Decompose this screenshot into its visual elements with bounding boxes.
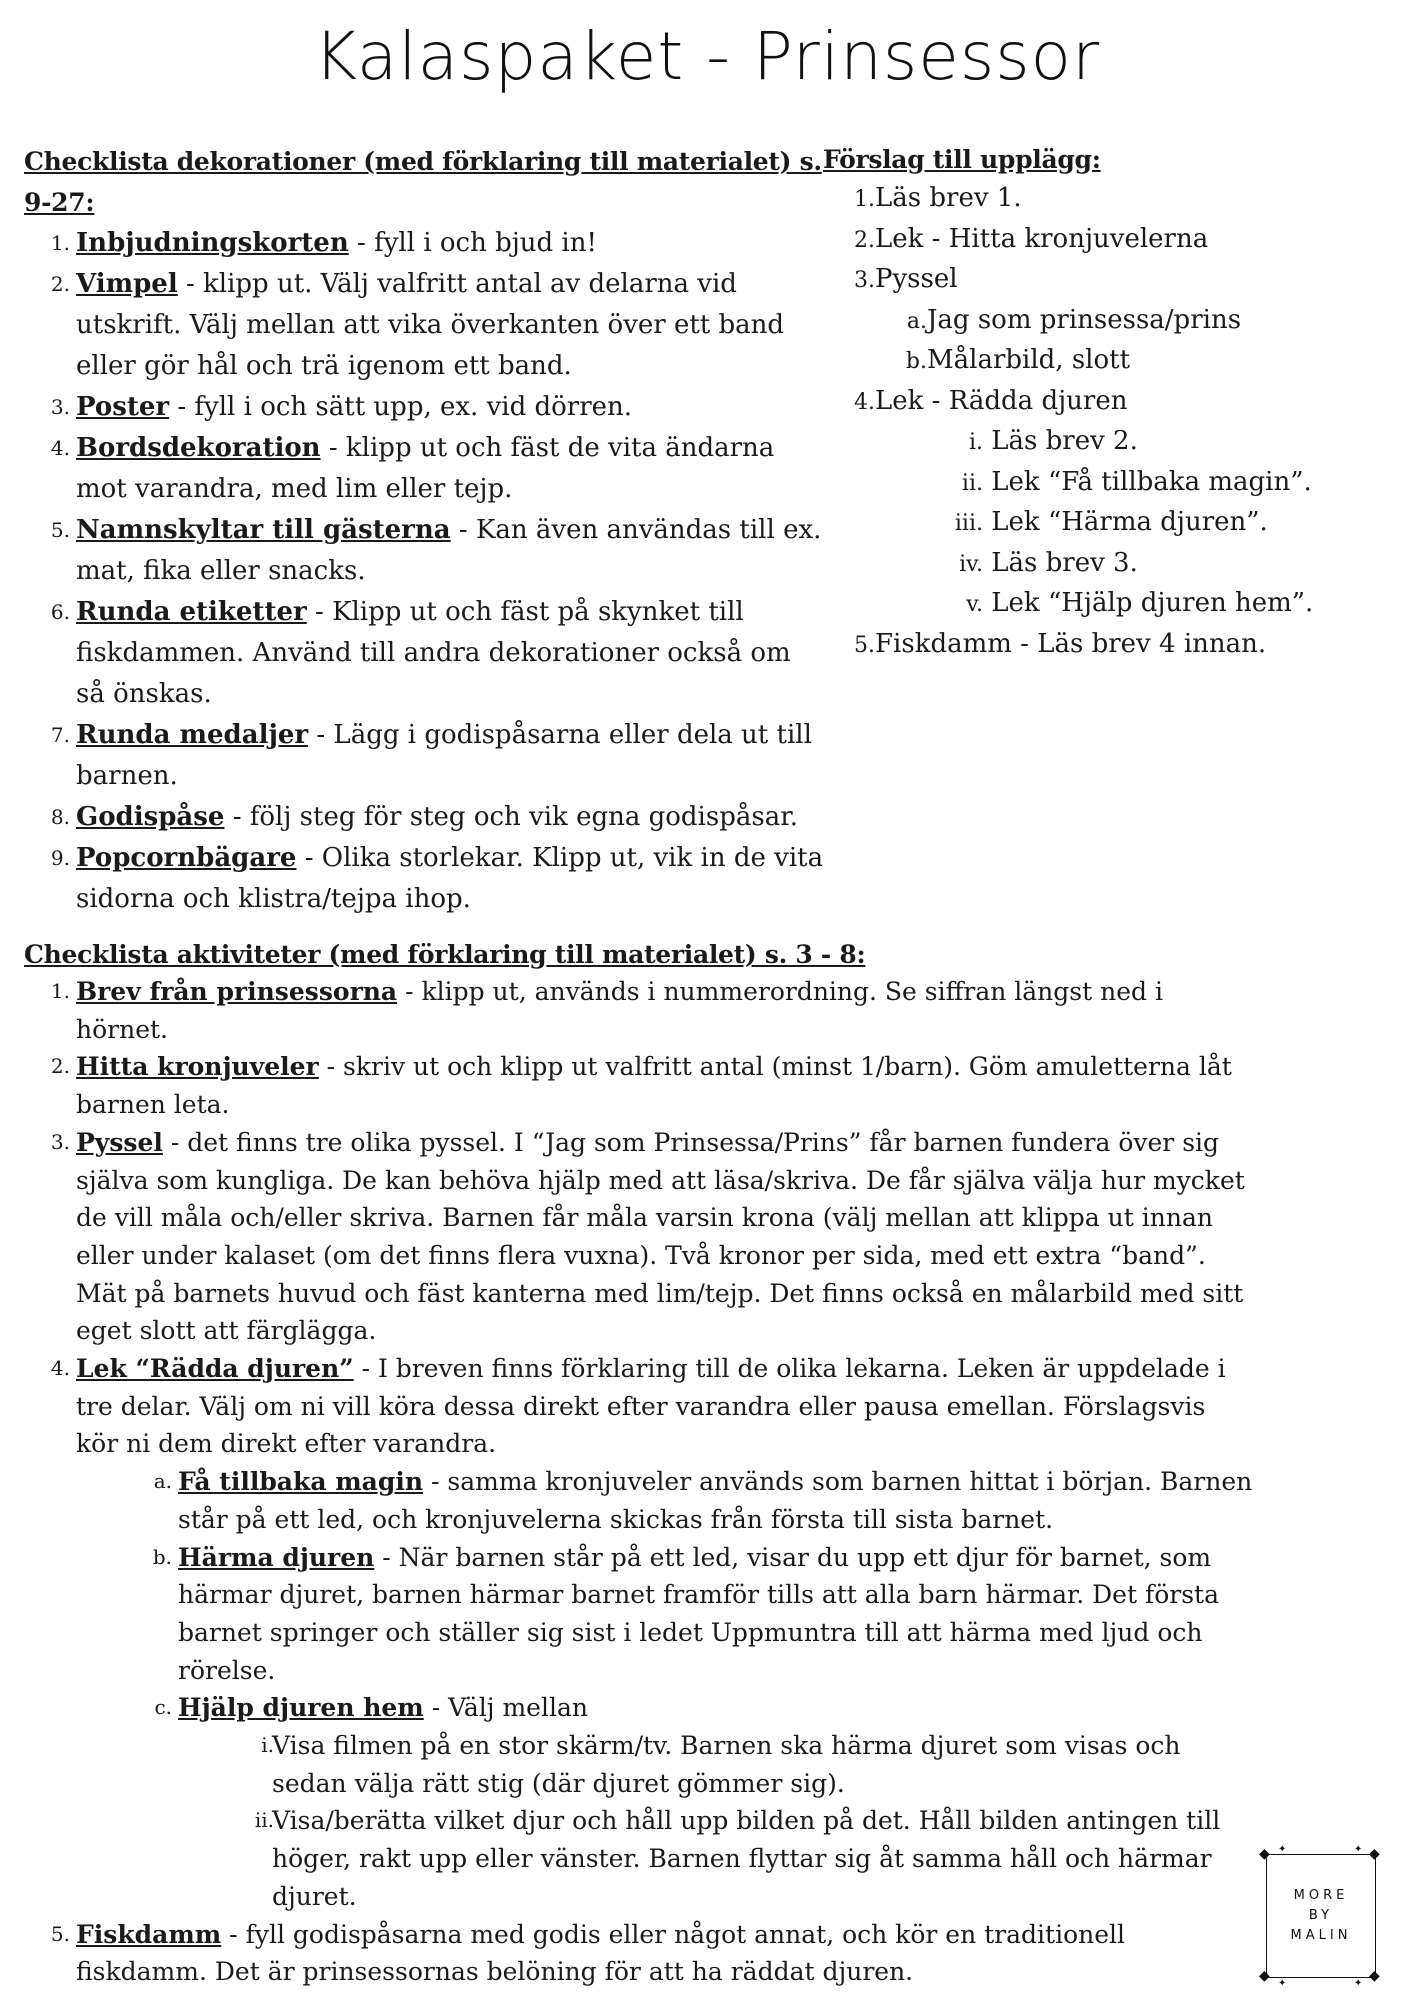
sparkle-icon: ✦ [1278, 1844, 1287, 1855]
item-text: - fyll i och bjud in! [348, 228, 597, 258]
item-text: Fiskdamm - Läs brev 4 innan. [875, 628, 1267, 659]
item-text: - Kan även användas till ex. mat, fika eller snacks. [76, 515, 822, 586]
list-item [823, 260, 1383, 301]
logo-line: BY [1308, 1908, 1334, 1923]
decorations-section [24, 141, 824, 920]
list-item [24, 1916, 1254, 1991]
item-number: 6. [50, 600, 70, 624]
item-text: - skriv ut och klipp ut valfritt antal (minst 1/barn). Göm amuletterna låt barnen leta. [76, 1052, 1232, 1120]
list-item [823, 382, 1383, 423]
item-term: Hitta kronjuveler [76, 1052, 319, 1082]
item-number: b. [152, 1544, 172, 1569]
list-item [24, 1048, 1254, 1123]
diamond-icon: ◆ [1259, 1846, 1270, 1862]
diamond-icon: ◆ [1369, 1968, 1380, 1984]
item-number: v. [966, 592, 983, 617]
diamond-icon: ◆ [1259, 1968, 1270, 1984]
item-number: 5. [50, 1921, 70, 1946]
list-item [24, 264, 824, 387]
item-term: Pyssel [76, 1127, 163, 1157]
item-term: Runda medaljer [76, 720, 309, 750]
item-number: 2. [854, 227, 875, 253]
item-number: 9. [50, 846, 70, 870]
item-text: Lek - Rädda djuren [875, 385, 1128, 416]
item-number: ii. [961, 470, 983, 496]
item-text: Lek - Hitta kronjuvelerna [875, 223, 1209, 254]
logo-line: MORE [1293, 1888, 1349, 1903]
activities-list [24, 973, 1254, 1991]
item-term: Poster [76, 392, 170, 422]
item-term: Inbjudningskorten [76, 228, 349, 258]
sparkle-icon: ✦ [1354, 1844, 1363, 1855]
logo-line: MALIN [1290, 1928, 1352, 1943]
list-item [24, 797, 824, 838]
list-item [823, 503, 1383, 544]
item-text: Läs brev 2. [991, 426, 1138, 456]
list-item [823, 301, 1383, 342]
item-number: 5. [854, 632, 875, 658]
list-item [823, 341, 1383, 382]
item-text: - Olika storlekar. Klipp ut, vik in de vita sidorna och klistra/tejpa ihop. [76, 843, 824, 914]
item-text: - klipp ut och fäst de vita ändarna mot varandra, med lim eller tejp. [76, 433, 775, 504]
item-number: 2. [50, 1054, 70, 1079]
sub-list [126, 1463, 1254, 1915]
list-item [823, 422, 1383, 463]
item-number: i. [968, 430, 983, 455]
list-item [24, 387, 824, 428]
list-item [823, 463, 1383, 504]
sparkle-icon: ✦ [1354, 1978, 1363, 1989]
list-item [24, 510, 824, 592]
item-term: Bordsdekoration [76, 433, 321, 463]
sub-sub-list [228, 1727, 1254, 1916]
plan-section [823, 141, 1383, 665]
item-text: - klipp ut. Välj valfritt antal av delarna vid utskrift. Välj mellan att vika överkanten över ett band eller gör hål och trä igenom ett band. [76, 269, 785, 381]
item-number: 3. [50, 395, 70, 419]
item-number: 4. [854, 389, 875, 415]
item-number: 1. [50, 979, 70, 1003]
item-number: 5. [50, 518, 70, 542]
item-text: - det finns tre olika pyssel. I “Jag som Prinsessa/Prins” får barnen fundera över sig själva som kungliga. De kan behöva hjälp med att läsa/skriva. De får själva välja hur mycket de vill måla och/eller skriva. Barnen får måla varsin krona (välj mellan att klippa ut innan eller under kalaset (om det finns flera vuxna). Två kronor per sida, med ett extra “band”. Mät på barnets huvud och fäst kanterna med lim/tejp. Det finns också en målarbild med sitt eget slott att färglägga. [76, 1127, 1245, 1346]
list-item [24, 1124, 1254, 1350]
item-number: a. [153, 1469, 172, 1494]
item-text: Lek “Få tillbaka magin”. [991, 466, 1312, 497]
list-item [126, 1463, 1254, 1538]
decorations-heading: Checklista dekorationer (med förklaring till materialet) s. 9-27: [24, 147, 822, 217]
item-number: iv. [959, 551, 983, 577]
decorations-list [24, 223, 824, 920]
list-item [126, 1539, 1254, 1690]
item-text: - I breven finns förklaring till de olika lekarna. Leken är uppdelade i tre delar. Välj om ni vill köra dessa direkt efter varandra eller pausa emellan. Förslagsvis kör ni dem direkt efter varandra. [76, 1354, 1226, 1459]
item-text: - fyll i och sätt upp, ex. vid dörren. [169, 392, 633, 422]
plan-list [823, 179, 1383, 665]
item-number: 1. [854, 187, 875, 212]
activities-section [24, 937, 1254, 1991]
item-text: Läs brev 3. [991, 547, 1138, 578]
item-text: Lek “Hjälp djuren hem”. [991, 588, 1314, 618]
item-number: 2. [50, 272, 70, 296]
item-term: Härma djuren [178, 1542, 375, 1572]
item-number: b. [905, 349, 927, 374]
list-item [24, 715, 824, 797]
item-term: Vimpel [76, 269, 178, 299]
list-item [24, 1350, 1254, 1916]
item-term: Brev från prinsessorna [76, 977, 398, 1006]
list-item [823, 544, 1383, 585]
item-term: Lek “Rädda djuren” [76, 1354, 354, 1384]
item-number: 8. [50, 805, 70, 829]
item-text: - Lägg i godispåsarna eller dela ut till barnen. [76, 720, 812, 791]
diamond-icon: ◆ [1369, 1846, 1380, 1862]
activities-heading: Checklista aktiviteter (med förklaring till materialet) s. 3 - 8: [24, 940, 866, 969]
list-item [823, 625, 1383, 666]
plan-heading: Förslag till upplägg: [823, 145, 1101, 174]
item-text: - fyll godispåsarna med godis eller något annat, och kör en traditionell fiskdamm. Det är prinsessornas belöning för att ha räddat djuren. [76, 1919, 1126, 1987]
item-number: 4. [50, 436, 70, 460]
item-number: 7. [50, 723, 70, 747]
list-item [24, 428, 824, 510]
brand-logo [1252, 1842, 1390, 1990]
item-text: Läs brev 1. [875, 183, 1022, 213]
item-text: - samma kronjuveler används som barnen hittat i början. Barnen står på ett led, och kronjuvelerna skickas från första till sista barnet. [178, 1467, 1253, 1534]
item-number: 4. [50, 1356, 70, 1381]
item-text: - följ steg för steg och vik egna godispåsar. [224, 802, 799, 832]
list-item [228, 1727, 1254, 1802]
list-item [126, 1689, 1254, 1915]
item-text: Jag som prinsessa/prins [927, 304, 1242, 335]
item-text: - Klipp ut och fäst på skynket till fiskdammen. Använd till andra dekorationer också om så önskas. [76, 597, 791, 709]
item-text: - Välj mellan [423, 1693, 588, 1723]
item-number: ii. [254, 1808, 274, 1833]
list-item [823, 220, 1383, 261]
item-term: Få tillbaka magin [178, 1467, 424, 1497]
item-term: Runda etiketter [76, 597, 307, 627]
list-item [24, 973, 1254, 1048]
item-term: Hjälp djuren hem [178, 1693, 424, 1723]
item-number: a. [906, 308, 927, 334]
item-term: Godispåse [76, 802, 225, 832]
list-item [228, 1802, 1254, 1915]
item-text: Visa filmen på en stor skärm/tv. Barnen ska härma djuret som visas och sedan välja rätt stig (där djuret gömmer sig). [272, 1731, 1181, 1798]
list-item [24, 223, 824, 264]
item-number: 3. [50, 1129, 70, 1154]
list-item [24, 592, 824, 715]
item-term: Namnskyltar till gästerna [76, 515, 451, 545]
item-number: 3. [854, 268, 875, 293]
item-number: i. [261, 1733, 274, 1758]
item-number: c. [154, 1695, 172, 1720]
item-number: 1. [50, 231, 70, 255]
item-text: - När barnen står på ett led, visar du upp ett djur för barnet, som härmar djuret, barnen härmar barnet framför tills att alla barn härmar. Det första barnet springer och ställer sig sist i ledet Uppmuntra till att härma med ljud och rörelse. [178, 1542, 1219, 1685]
item-number: iii. [954, 511, 983, 536]
item-text: Visa/berätta vilket djur och håll upp bilden på det. Håll bilden antingen till höger, rakt upp eller vänster. Barnen flyttar sig åt samma håll och härmar djuret. [272, 1806, 1221, 1911]
item-text: - klipp ut, används i nummerordning. Se siffran längst ned i hörnet. [76, 977, 1163, 1044]
item-text: Målarbild, slott [927, 345, 1131, 375]
list-item [24, 838, 824, 920]
item-text: Lek “Härma djuren”. [991, 507, 1268, 537]
item-term: Fiskdamm [76, 1919, 222, 1949]
page-title: Kalaspaket - Prinsessor [313, 18, 1101, 95]
list-item [823, 179, 1383, 220]
sparkle-icon: ✦ [1278, 1978, 1287, 1989]
item-text: Pyssel [875, 264, 958, 294]
list-item [823, 584, 1383, 625]
item-term: Popcornbägare [76, 843, 297, 873]
logo-text [1252, 1886, 1390, 1946]
